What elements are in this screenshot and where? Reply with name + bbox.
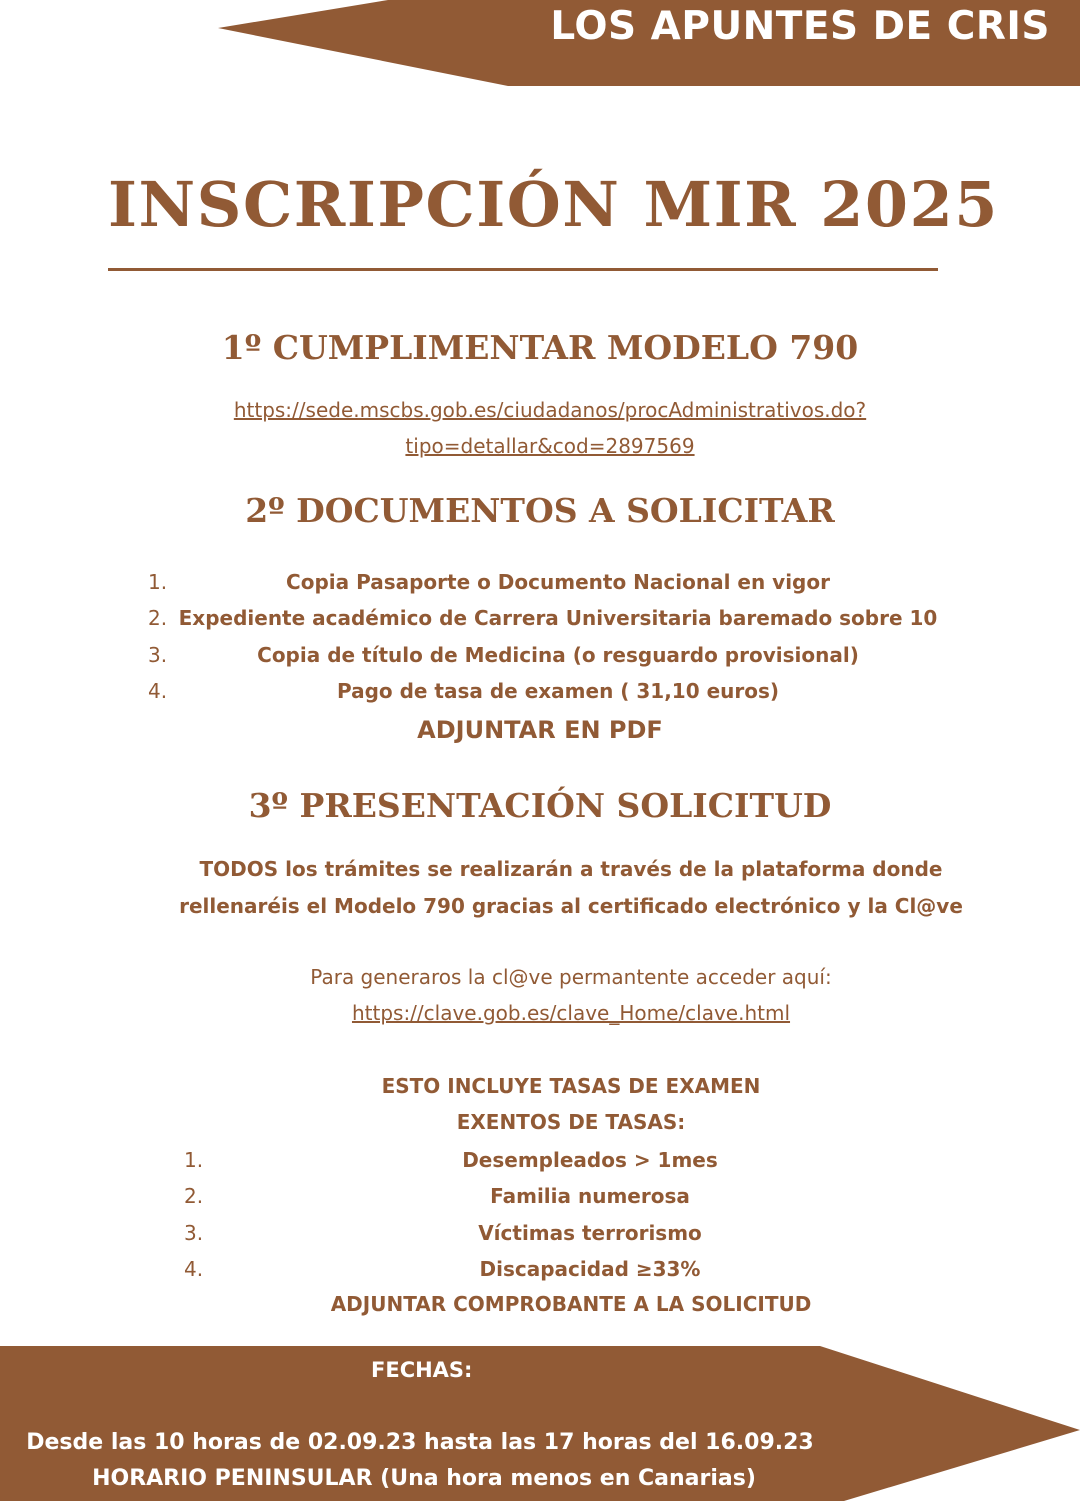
- list-item: [184, 1251, 924, 1287]
- step3-heading: 3º PRESENTACIÓN SOLICITUD: [248, 786, 832, 825]
- dates-range: Desde las 10 horas de 02.09.23 hasta las 17 horas del 16.09.23: [26, 1430, 814, 1455]
- modelo-790-link-line1[interactable]: https://sede.mscbs.gob.es/ciudadanos/procAdministrativos.do?: [233, 398, 867, 422]
- step3-description-line2: rellenaréis el Modelo 790 gracias al certificado electrónico y la Cl@ve: [179, 893, 963, 918]
- attach-proof-note: ADJUNTAR COMPROBANTE A LA SOLICITUD: [330, 1292, 812, 1316]
- list-item-number: 2.: [148, 606, 168, 631]
- step1-heading: 1º CUMPLIMENTAR MODELO 790: [221, 328, 859, 367]
- timezone-note: HORARIO PENINSULAR (Una hora menos en Canarias): [92, 1466, 756, 1491]
- list-item: [148, 637, 948, 673]
- list-item-number: 4.: [148, 678, 168, 703]
- clave-link[interactable]: https://clave.gob.es/clave_Home/clave.html: [351, 1001, 791, 1025]
- step2-heading: 2º DOCUMENTOS A SOLICITAR: [245, 491, 835, 530]
- step3-description: [0, 851, 1080, 924]
- dates-label: FECHAS:: [371, 1358, 473, 1382]
- exemptions-list: [184, 1142, 924, 1287]
- title-divider: [108, 268, 938, 271]
- list-item: [184, 1215, 924, 1251]
- modelo-790-link-line2[interactable]: tipo=detallar&cod=2897569: [405, 434, 695, 458]
- list-item-text: Víctimas terrorismo: [478, 1220, 702, 1245]
- documents-list: [148, 564, 948, 709]
- list-item-text: Pago de tasa de examen ( 31,10 euros): [336, 678, 780, 703]
- list-item: [184, 1142, 924, 1178]
- brand-name: LOS APUNTES DE CRIS: [550, 4, 1050, 49]
- list-item-number: 2.: [184, 1184, 204, 1209]
- list-item-number: 3.: [184, 1220, 204, 1245]
- list-item-text: Discapacidad ≥33%: [479, 1256, 701, 1281]
- step3-description-line1: TODOS los trámites se realizarán a través de la plataforma donde: [199, 857, 943, 881]
- list-item: [184, 1178, 924, 1214]
- list-item-text: Copia Pasaporte o Documento Nacional en vigor: [286, 570, 830, 594]
- list-item: [148, 564, 948, 600]
- list-item-number: 1.: [148, 570, 168, 594]
- list-item-number: 4.: [184, 1256, 204, 1281]
- list-item: [148, 673, 948, 709]
- list-item-text: Expediente académico de Carrera Universitaria baremado sobre 10: [178, 606, 938, 631]
- attach-pdf-note: ADJUNTAR EN PDF: [417, 716, 663, 744]
- list-item: [148, 600, 948, 636]
- list-item-number: 1.: [184, 1148, 204, 1172]
- exempt-heading: EXENTOS DE TASAS:: [456, 1110, 686, 1134]
- fees-included-note: ESTO INCLUYE TASAS DE EXAMEN: [381, 1074, 761, 1098]
- list-item-text: Familia numerosa: [490, 1184, 690, 1209]
- page-title: INSCRIPCIÓN MIR 2025: [108, 168, 999, 241]
- list-item-text: Copia de título de Medicina (o resguardo provisional): [257, 642, 859, 667]
- list-item-number: 3.: [148, 642, 168, 667]
- list-item-text: Desempleados > 1mes: [462, 1148, 718, 1172]
- clave-instructions: Para generaros la cl@ve permantente acceder aquí:: [310, 965, 832, 989]
